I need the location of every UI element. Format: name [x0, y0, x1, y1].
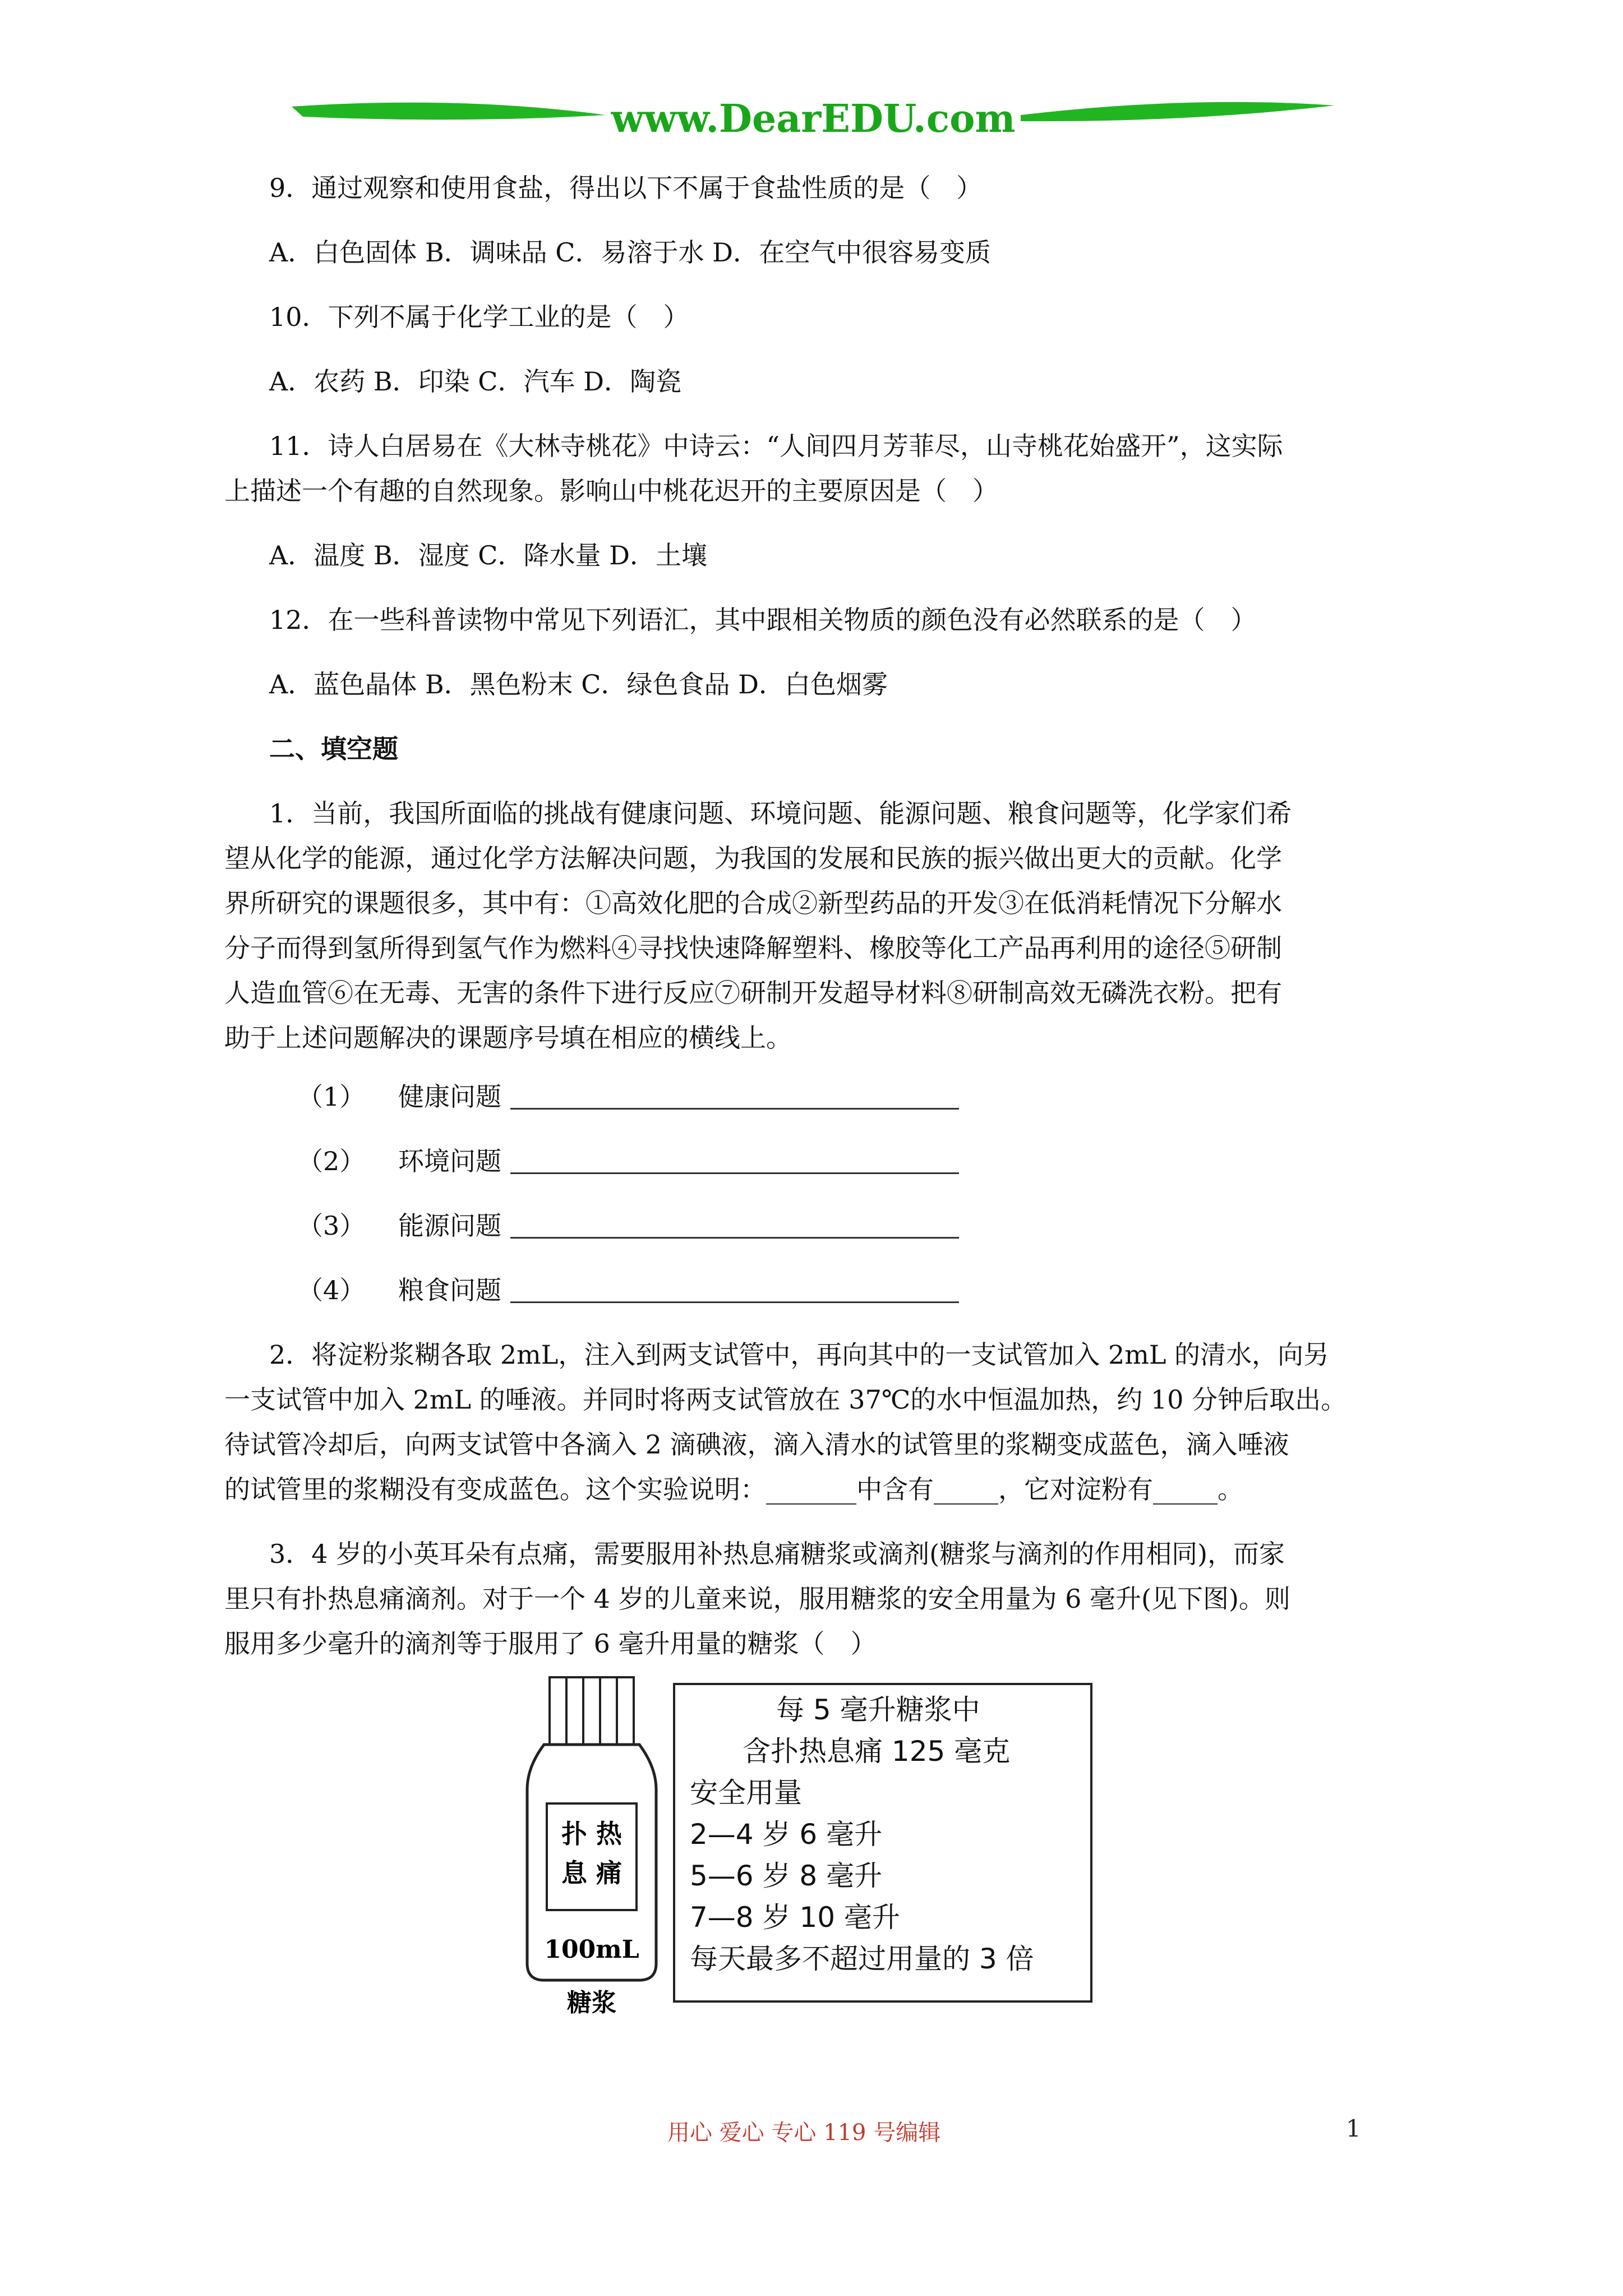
syrup-info-line: 每 5 毫升糖浆中 [776, 1694, 980, 1726]
q10-stem: 10．下列不属于化学工业的是（ ） [269, 302, 689, 332]
f2-line: 一支试管中加入 2mL 的唾液。并同时将两支试管放在 37℃的水中恒温加热，约 10 分钟后取出。 [224, 1384, 1347, 1415]
syrup-bottle-icon [522, 1672, 667, 2019]
syrup-info-line: 安全用量 [690, 1777, 802, 1809]
q9-stem: 9．通过观察和使用食盐，得出以下不属于食盐性质的是（ ） [269, 173, 983, 203]
answer-blank[interactable] [510, 1273, 959, 1303]
fill-blank-row [0, 1144, 1623, 1184]
f1-line: 分子而得到氢所得到氢气作为燃料④寻找快速降解塑料、橡胶等化工产品再利用的途径⑤研制 [224, 933, 1282, 963]
f1-line: 人造血管⑥在无毒、无害的条件下进行反应⑦研制开发超导材料⑧研制高效无磷洗衣粉。把有 [224, 978, 1282, 1008]
logo-text: www.DearEDU.com [611, 96, 1016, 141]
f1-line: 1．当前，我国所面临的挑战有健康问题、环境问题、能源问题、粮食问题等，化学家们希 [269, 798, 1292, 829]
fill-blank-topic: 粮食问题 [398, 1275, 501, 1305]
syrup-figure [522, 1672, 1099, 2019]
footer-text: 用心 爱心 专心 119 号编辑 [667, 2120, 941, 2146]
q11-stem-line1: 11．诗人白居易在《大林寺桃花》中诗云：“人间四月芳菲尽，山寺桃花始盛开”，这实际 [269, 431, 1283, 461]
fill-blank-topic: 环境问题 [398, 1146, 501, 1176]
f3-line: 服用多少毫升的滴剂等于服用了 6 毫升用量的糖浆（ ） [224, 1628, 877, 1659]
bottle-caption: 糖浆 [567, 1989, 616, 2017]
q12-options: A．蓝色晶体 B．黑色粉末 C．绿色食品 D．白色烟雾 [269, 669, 888, 700]
syrup-info-line: 2—4 岁 6 毫升 [690, 1818, 883, 1851]
f3-line: 里只有扑热息痛滴剂。对于一个 4 岁的儿童来说，服用糖浆的安全用量为 6 毫升(见下图)。则 [224, 1584, 1290, 1614]
bottle-label-line2: 息 痛 [561, 1858, 623, 1888]
f2-line: 2．将淀粉浆糊各取 2mL，注入到两支试管中，再向其中的一支试管加入 2mL 的清水，向另 [269, 1340, 1329, 1370]
fill-blank-row [0, 1080, 1623, 1119]
fill-blank-number: （4） [297, 1275, 366, 1305]
fill-blank-number: （2） [297, 1146, 366, 1176]
f3-line: 3．4 岁的小英耳朵有点痛，需要服用补热息痛糖浆或滴剂(糖浆与滴剂的作用相同)，而家 [269, 1539, 1285, 1569]
fill-blank-number: （1） [297, 1082, 366, 1112]
bottle-volume: 100mL [544, 1935, 639, 1964]
logo-swoosh [292, 90, 1335, 151]
fill-blank-number: （3） [297, 1211, 366, 1241]
page-number: 1 [1346, 2115, 1361, 2142]
f2-line: 的试管里的浆糊没有变成蓝色。这个实验说明：_______中含有_____，它对淀粉有_____。 [224, 1474, 1243, 1504]
f1-line: 望从化学的能源，通过化学方法解决问题，为我国的发展和民族的振兴做出更大的贡献。化学 [224, 843, 1282, 873]
answer-blank[interactable] [510, 1080, 959, 1110]
fill-blank-row [0, 1209, 1623, 1248]
answer-blank[interactable] [510, 1144, 959, 1174]
q11-stem-line2: 上描述一个有趣的自然现象。影响山中桃花迟开的主要原因是（ ） [224, 476, 998, 506]
syrup-info-line: 含扑热息痛 125 毫克 [743, 1735, 1011, 1768]
syrup-info-line: 7—8 岁 10 毫升 [690, 1901, 900, 1934]
answer-blank[interactable] [510, 1209, 959, 1239]
f1-line: 助于上述问题解决的课题序号填在相应的横线上。 [224, 1023, 792, 1053]
q9-options: A．白色固体 B．调味品 C．易溶于水 D．在空气中很容易变质 [269, 237, 991, 268]
q12-stem: 12．在一些科普读物中常见下列语汇，其中跟相关物质的颜色没有必然联系的是（ ） [269, 605, 1257, 635]
q11-options: A．温度 B．湿度 C．降水量 D．土壤 [269, 540, 707, 570]
f1-line: 界所研究的课题很多，其中有：①高效化肥的合成②新型药品的开发③在低消耗情况下分解水 [224, 888, 1282, 918]
fill-blank-topic: 健康问题 [398, 1082, 501, 1112]
syrup-info-line: 每天最多不超过用量的 3 倍 [690, 1943, 1034, 1975]
header-logo [292, 90, 1335, 151]
q10-options: A．农药 B．印染 C．汽车 D．陶瓷 [269, 366, 681, 397]
f2-line: 待试管冷却后，向两支试管中各滴入 2 滴碘液，滴入清水的试管里的浆糊变成蓝色，滴入唾液 [224, 1429, 1289, 1460]
fill-blank-topic: 能源问题 [398, 1211, 501, 1241]
syrup-info-box [673, 1683, 1092, 2003]
bottle-label-line1: 扑 热 [561, 1819, 623, 1849]
section-heading: 二、填空题 [269, 734, 398, 764]
fill-blank-row [0, 1273, 1623, 1313]
syrup-info-line: 5—6 岁 8 毫升 [690, 1860, 883, 1892]
